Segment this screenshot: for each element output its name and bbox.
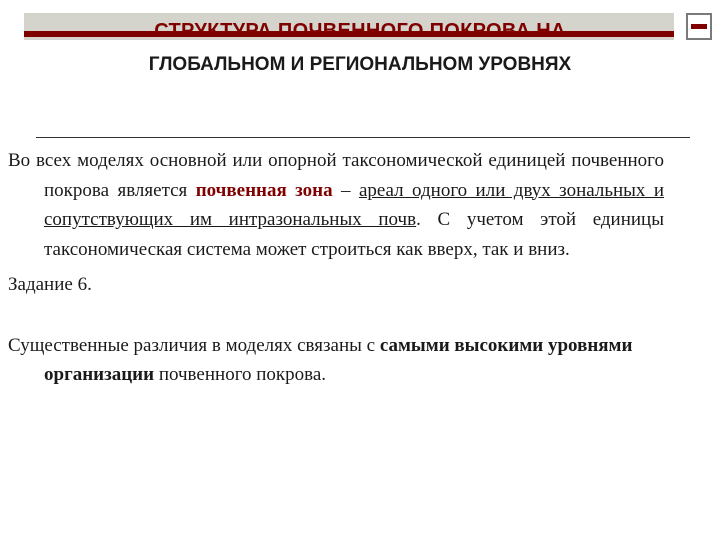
paragraph-differences bbox=[8, 331, 664, 390]
emphasis-highest-levels: самыми высокими уровнями организации bbox=[44, 334, 633, 385]
task-label: Задание 6. bbox=[8, 274, 92, 295]
paragraph-text: Во всех моделях основной или опорной таксономической единицей почвенного покрова является bbox=[8, 150, 664, 201]
paragraph-text: Существенные различия в моделях связаны с bbox=[8, 334, 380, 356]
slide-body bbox=[8, 146, 664, 390]
term-soil-zone: почвенная зона bbox=[195, 179, 333, 201]
definition-underlined: ареал одного или двух зональных и сопутствующих им интразональных почв bbox=[44, 179, 665, 230]
slide-title-line-2: ГЛОБАЛЬНОМ И РЕГИОНАЛЬНОМ УРОВНЯХ bbox=[148, 54, 572, 75]
slide-title-line-1: СТРУКТУРА ПОЧВЕННОГО ПОКРОВА НА bbox=[154, 20, 566, 42]
paragraph-text: почвенного покрова. bbox=[154, 364, 327, 385]
paragraph-text: – bbox=[332, 179, 359, 201]
paragraph-text: . С учетом этой единицы таксономическая система может строиться как вверх, так и вниз. bbox=[44, 209, 664, 260]
title-divider bbox=[36, 137, 690, 138]
paragraph-soil-zone bbox=[8, 146, 664, 264]
